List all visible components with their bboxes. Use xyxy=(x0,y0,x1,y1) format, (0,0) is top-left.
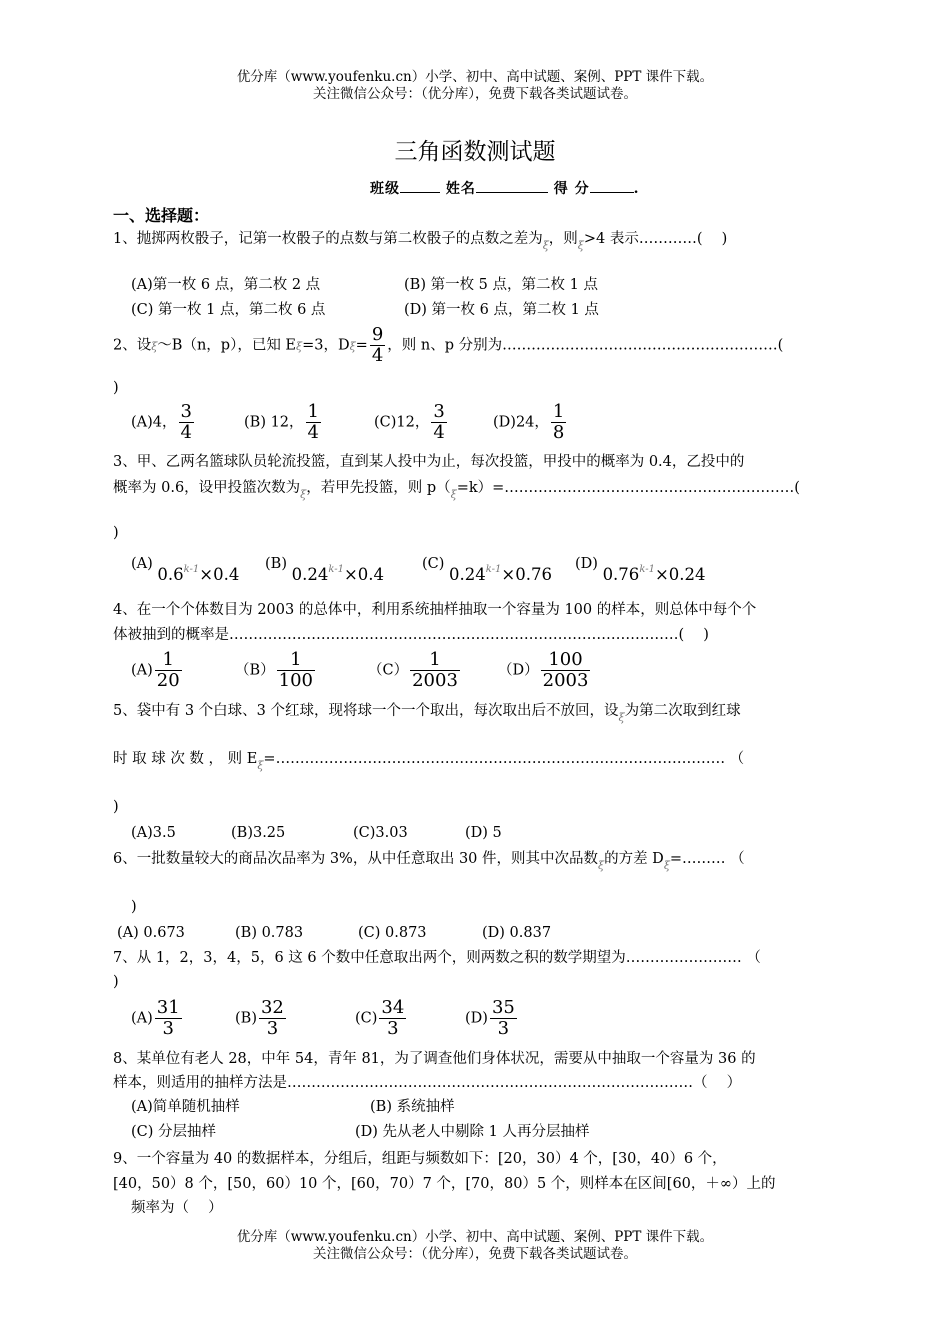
q3-option-a[interactable]: (A) $0.6^{k-1}\times 0.4$ xyxy=(131,556,240,584)
class-label: 班级 xyxy=(370,181,400,197)
name-label: 姓名 xyxy=(445,181,476,197)
q6-option-c[interactable]: (C) 0.873 xyxy=(358,925,427,941)
question-5-line-2 xyxy=(113,746,838,773)
q4-option-b[interactable]: （B） $\frac{1}{100}$ xyxy=(235,649,314,691)
q6-text-a: 6、一批数量较大的商品次品率为 3%，从中任意取出 30 件，则其中次品数 xyxy=(113,851,599,867)
question-9-line-3: 频率为（ ） xyxy=(131,1200,223,1216)
q3-option-d[interactable]: (D) $0.76^{k-1}\times 0.24$ xyxy=(575,556,706,584)
name-blank[interactable] xyxy=(476,178,548,193)
question-8-line-1: 8、某单位有老人 28，中年 54，青年 81，为了调查他们身体状况，需要从中抽取一个容量为 36 的 xyxy=(113,1051,756,1067)
xi-symbol: ξ xyxy=(577,239,584,252)
question-3-line-1: 3、甲、乙两名篮球队员轮流投篮，直到某人投中为止，每次投篮，甲投中的概率为 0.4，乙投中的 xyxy=(113,454,745,470)
q2-text-a: 2、设 xyxy=(113,337,152,354)
question-2 xyxy=(113,325,838,366)
q1-text-a: 1、抛掷两枚骰子，记第一枚骰子的点数与第二枚骰子的点数之差为 xyxy=(113,231,543,247)
q2-text-d: = xyxy=(355,337,368,354)
q1-option-d[interactable]: (D) 第一枚 6 点，第二枚 1 点 xyxy=(404,302,599,318)
xi-symbol: ξ xyxy=(598,859,605,872)
section-heading: 一、选择题： xyxy=(113,206,210,225)
page-title: 三角函数测试题 xyxy=(394,139,556,165)
q7-option-a[interactable]: (A) $\frac{31}{3}$ xyxy=(131,997,180,1039)
xi-symbol: ξ xyxy=(296,339,303,353)
xi-symbol: ξ xyxy=(663,859,670,872)
q8-option-b[interactable]: (B) 系统抽样 xyxy=(370,1099,455,1115)
score-label: 得 分 xyxy=(553,181,590,197)
q1-option-b[interactable]: (B) 第一枚 5 点，第二枚 1 点 xyxy=(404,277,598,293)
q2-text-e: ，则 n、p 分别为…………………………………………………( xyxy=(387,337,784,354)
question-4-line-2: 体被抽到的概率是…………………………………………………………………………………( ) xyxy=(113,627,709,643)
question-7: 7、从 1，2，3，4，5，6 这 6 个数中任意取出两个，则两数之积的数学期望为…………………… （ xyxy=(113,950,761,966)
q2-close-paren: ) xyxy=(113,380,119,396)
header-line-2: 关注微信公众号：（优分库），免费下载各类试题试卷。 xyxy=(313,86,637,102)
q5-text-b: 为第二次取到红球 xyxy=(624,703,741,719)
q2-text-b: ～B（n，p），已知 E xyxy=(157,337,297,354)
q4-option-d[interactable]: （D） $\frac{100}{2003}$ xyxy=(498,649,589,691)
q5-text-d: =………………………………………………………………………………… （ xyxy=(263,751,745,767)
q3-option-b[interactable]: (B) $0.24^{k-1}\times 0.4$ xyxy=(265,556,385,584)
xi-symbol: ξ xyxy=(257,759,264,772)
q2-option-c[interactable]: (C)12， $\frac{3}{4}$ xyxy=(374,401,445,443)
q2-option-a[interactable]: (A)4， $\frac{3}{4}$ xyxy=(131,401,192,443)
q4-option-c[interactable]: （C） $\frac{1}{2003}$ xyxy=(368,649,458,691)
q2-text-c: =3，D xyxy=(302,337,350,354)
xi-symbol: ξ xyxy=(349,339,356,353)
q3-text-a: 概率为 0.6，设甲投篮次数为 xyxy=(113,480,301,496)
q1-option-a[interactable]: (A)第一枚 6 点，第二枚 2 点 xyxy=(131,277,321,293)
q7-close-paren: ) xyxy=(113,974,119,990)
header-line-1: 优分库（www.youfenku.cn）小学、初中、高中试题、案例、PPT 课件下载。 xyxy=(236,69,714,85)
q2-option-d[interactable]: (D)24， $\frac{1}{8}$ xyxy=(493,401,565,443)
info-end: . xyxy=(633,181,640,197)
footer-line-1: 优分库（www.youfenku.cn）小学、初中、高中试题、案例、PPT 课件下载。 xyxy=(236,1229,714,1245)
question-8-line-2: 样本，则适用的抽样方法是…………………………………………………………………………（ ） xyxy=(113,1075,742,1091)
q5-option-c[interactable]: (C)3.03 xyxy=(353,825,408,841)
question-1 xyxy=(113,226,838,253)
q3-text-c: =k）=……………………………………………………( xyxy=(456,480,800,496)
q8-option-a[interactable]: (A)简单随机抽样 xyxy=(131,1099,240,1115)
q6-option-b[interactable]: (B) 0.783 xyxy=(235,925,304,941)
q4-option-a[interactable]: (A) $\frac{1}{20}$ xyxy=(131,649,180,691)
q6-close-paren: ) xyxy=(131,899,137,915)
q3-close-paren: ) xyxy=(113,525,119,541)
q8-option-d[interactable]: (D) 先从老人中剔除 1 人再分层抽样 xyxy=(355,1124,590,1140)
q7-option-c[interactable]: (C) $\frac{34}{3}$ xyxy=(355,997,405,1039)
question-4-line-1: 4、在一个个体数目为 2003 的总体中，利用系统抽样抽取一个容量为 100 的样本，则总体中每个个 xyxy=(113,602,757,618)
q5-close-paren: ) xyxy=(113,799,119,815)
xi-symbol: ξ xyxy=(300,488,307,501)
q1-text-c: >4 表示…………( ) xyxy=(583,231,728,247)
xi-symbol: ξ xyxy=(151,339,158,353)
question-6 xyxy=(113,846,838,873)
question-9-line-1: 9、一个容量为 40 的数据样本，分组后，组距与频数如下：[20，30）4 个，[30，40）6 个， xyxy=(113,1151,727,1167)
score-blank[interactable] xyxy=(590,178,634,193)
q3-text-b: ，若甲先投篮，则 p（ xyxy=(306,480,451,496)
q7-option-b[interactable]: (B) $\frac{32}{3}$ xyxy=(235,997,284,1039)
q3-option-c[interactable]: (C) $0.24^{k-1}\times 0.76$ xyxy=(422,556,552,584)
q5-option-b[interactable]: (B)3.25 xyxy=(231,825,286,841)
q2-fraction: $\frac{9}{4}$ xyxy=(371,324,384,366)
q5-option-a[interactable]: (A)3.5 xyxy=(131,825,176,841)
question-3-line-2 xyxy=(113,475,838,502)
q5-text-c: 时 取 球 次 数 ， 则 E xyxy=(113,751,258,767)
q6-option-d[interactable]: (D) 0.837 xyxy=(482,925,552,941)
xi-symbol: ξ xyxy=(618,711,625,724)
info-line xyxy=(370,178,640,198)
q5-text-a: 5、袋中有 3 个白球、3 个红球，现将球一个一个取出，每次取出后不放回，设 xyxy=(113,703,619,719)
q6-text-c: =……… （ xyxy=(669,851,745,867)
q6-text-b: 的方差 D xyxy=(604,851,664,867)
question-5-line-1 xyxy=(113,698,838,725)
q2-option-b[interactable]: (B) 12， $\frac{1}{4}$ xyxy=(244,401,319,443)
xi-symbol: ξ xyxy=(450,488,457,501)
q7-option-d[interactable]: (D) $\frac{35}{3}$ xyxy=(465,997,515,1039)
question-9-line-2: [40，50）8 个，[50，60）10 个，[60，70）7 个，[70，80）5 个，则样本在区间[60，＋∞）上的 xyxy=(113,1176,776,1192)
q6-option-a[interactable]: (A) 0.673 xyxy=(117,925,185,941)
q1-option-c[interactable]: (C) 第一枚 1 点，第二枚 6 点 xyxy=(131,302,326,318)
q5-option-d[interactable]: (D) 5 xyxy=(465,825,502,841)
q8-option-c[interactable]: (C) 分层抽样 xyxy=(131,1124,217,1140)
xi-symbol: ξ xyxy=(542,239,549,252)
q1-text-b: ，则 xyxy=(548,231,578,247)
footer-line-2: 关注微信公众号：（优分库），免费下载各类试题试卷。 xyxy=(313,1246,637,1262)
class-blank[interactable] xyxy=(400,178,440,193)
